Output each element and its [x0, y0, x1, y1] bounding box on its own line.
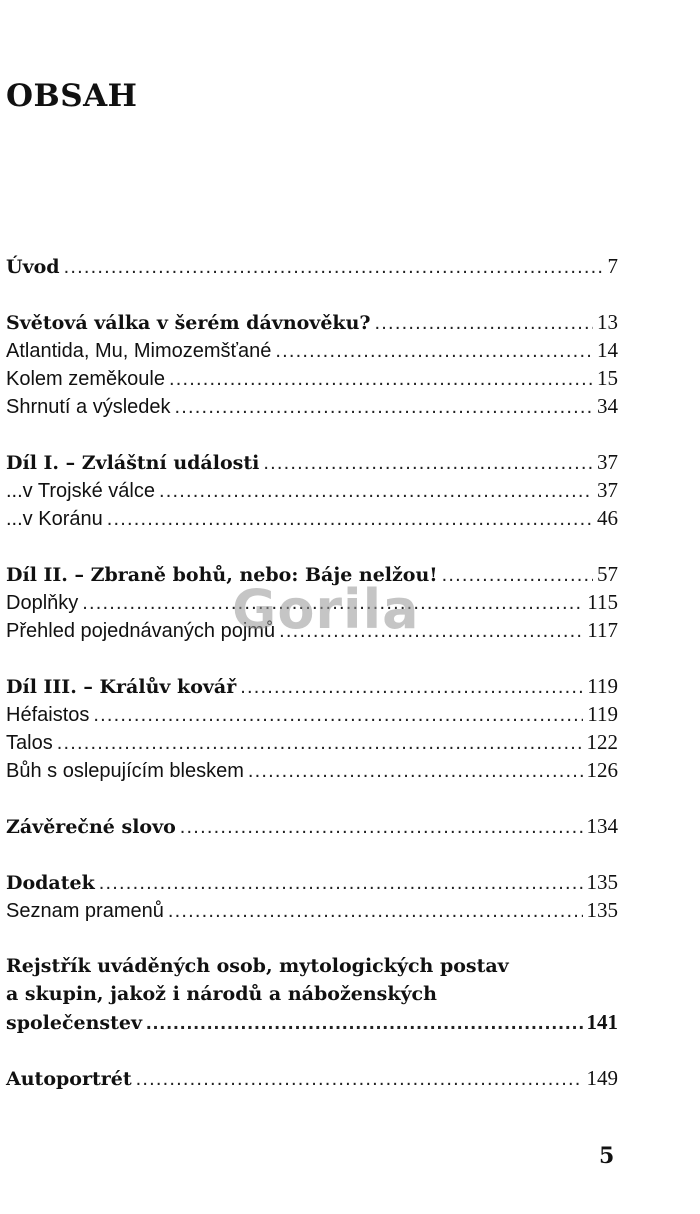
- contents-heading: OBSAH: [6, 78, 138, 114]
- toc-entry-label: ...v Koránu: [6, 508, 103, 530]
- dot-leader: [180, 813, 583, 841]
- toc-entry-label-line: a skupin, jakož i národů a náboženských: [6, 983, 437, 1005]
- toc-entry-label: Kolem zeměkoule: [6, 368, 165, 390]
- toc-entry-autoportret: [6, 1064, 618, 1092]
- toc-entry-talos: [6, 728, 618, 756]
- toc-entry-zaverecne-slovo: [6, 812, 618, 840]
- toc-entry-page: 57: [597, 562, 618, 586]
- toc-entry-label: Díl III. – Králův kovář: [6, 676, 237, 698]
- toc-entry-dil-3: [6, 672, 618, 700]
- toc-entry-rejstrik: [6, 952, 618, 1036]
- toc-entry-dil-1: [6, 448, 618, 476]
- toc-entry-label: Doplňky: [6, 592, 79, 614]
- dot-leader: [168, 897, 583, 925]
- toc-entry-rejstrik-last-line: [6, 1008, 618, 1036]
- toc-entry-page: 119: [587, 674, 618, 698]
- page-number: 5: [599, 1143, 615, 1169]
- toc-entry-label: Dodatek: [6, 872, 95, 894]
- toc-entry-page: 134: [586, 814, 618, 838]
- toc-entry-doplnky: [6, 588, 618, 616]
- dot-leader: [64, 253, 604, 281]
- toc-entry-label: Talos: [6, 732, 53, 754]
- toc-entry-kolem-zemekoule: [6, 364, 618, 392]
- dot-leader: [99, 869, 583, 897]
- toc-entry-prehled-pojmu: [6, 616, 618, 644]
- dot-leader: [136, 1065, 583, 1093]
- toc-entry-shrnuti: [6, 392, 618, 420]
- toc-entry-label: Díl II. – Zbraně bohů, nebo: Báje nelžou!: [6, 564, 438, 586]
- toc-entry-page: 122: [586, 730, 618, 754]
- toc-entry-label: Závěrečné slovo: [6, 816, 176, 838]
- dot-leader: [275, 337, 593, 365]
- toc-entry-page: 135: [586, 898, 618, 922]
- toc-entry-page: 119: [587, 702, 618, 726]
- toc-entry-label: Atlantida, Mu, Mimozemšťané: [6, 340, 272, 362]
- toc-entry-page: 46: [597, 506, 618, 530]
- toc-entry-label: Světová válka v šerém dávnověku?: [6, 312, 371, 334]
- toc-entry-page: 149: [586, 1066, 618, 1090]
- watermark-logo: Gorila: [232, 578, 420, 641]
- toc-entry-hefaistos: [6, 700, 618, 728]
- toc-entry-label: Héfaistos: [6, 704, 90, 726]
- toc-entry-label-line: Rejstřík uváděných osob, mytologických postav: [6, 955, 509, 977]
- dot-leader: [375, 309, 593, 337]
- toc-entry-dil-2: [6, 560, 618, 588]
- dot-leader: [279, 617, 583, 645]
- toc-entry-atlantida: [6, 336, 618, 364]
- dot-leader: [159, 477, 593, 505]
- toc-entry-page: 7: [607, 254, 618, 278]
- toc-entry-label: Autoportrét: [6, 1068, 132, 1090]
- toc-entry-koran: [6, 504, 618, 532]
- dot-leader: [57, 729, 583, 757]
- toc-entry-page: 37: [597, 450, 618, 474]
- dot-leader: [169, 365, 593, 393]
- dot-leader: [82, 589, 583, 617]
- dot-leader: [442, 561, 593, 589]
- toc-entry-label: Přehled pojednávaných pojmů: [6, 620, 276, 642]
- toc-entry-page: 13: [597, 310, 618, 334]
- dot-leader: [248, 757, 583, 785]
- toc-entry-page: 15: [597, 366, 618, 390]
- toc-entry-page: 135: [586, 870, 618, 894]
- toc-entry-label: Úvod: [6, 256, 60, 278]
- toc-entry-label: Seznam pramenů: [6, 900, 164, 922]
- dot-leader: [93, 701, 583, 729]
- toc-entry-trojska-valka: [6, 476, 618, 504]
- toc-entry-page: 37: [597, 478, 618, 502]
- dot-leader: [107, 505, 593, 533]
- toc-entry-page: 115: [587, 590, 618, 614]
- toc-entry-label: Shrnutí a výsledek: [6, 396, 171, 418]
- toc-entry-svetova-valka: [6, 308, 618, 336]
- toc-entry-label: Bůh s oslepujícím bleskem: [6, 760, 244, 782]
- dot-leader: [175, 393, 593, 421]
- toc-entry-uvod: [6, 252, 618, 280]
- toc-entry-page: 34: [597, 394, 618, 418]
- toc-entry-page: 14: [597, 338, 618, 362]
- toc-entry-seznam-pramenu: [6, 896, 618, 924]
- dot-leader: [146, 1009, 582, 1037]
- table-of-contents: [6, 252, 618, 1092]
- dot-leader: [240, 673, 583, 701]
- toc-entry-label: společenstev: [6, 1012, 143, 1034]
- toc-entry-label: ...v Trojské válce: [6, 480, 155, 502]
- toc-entry-dodatek: [6, 868, 618, 896]
- toc-entry-buh-s-bleskem: [6, 756, 618, 784]
- toc-entry-page: 126: [586, 758, 618, 782]
- toc-entry-page: 117: [587, 618, 618, 642]
- toc-entry-page: 141: [586, 1010, 618, 1034]
- toc-entry-label: Díl I. – Zvláštní události: [6, 452, 260, 474]
- dot-leader: [263, 449, 593, 477]
